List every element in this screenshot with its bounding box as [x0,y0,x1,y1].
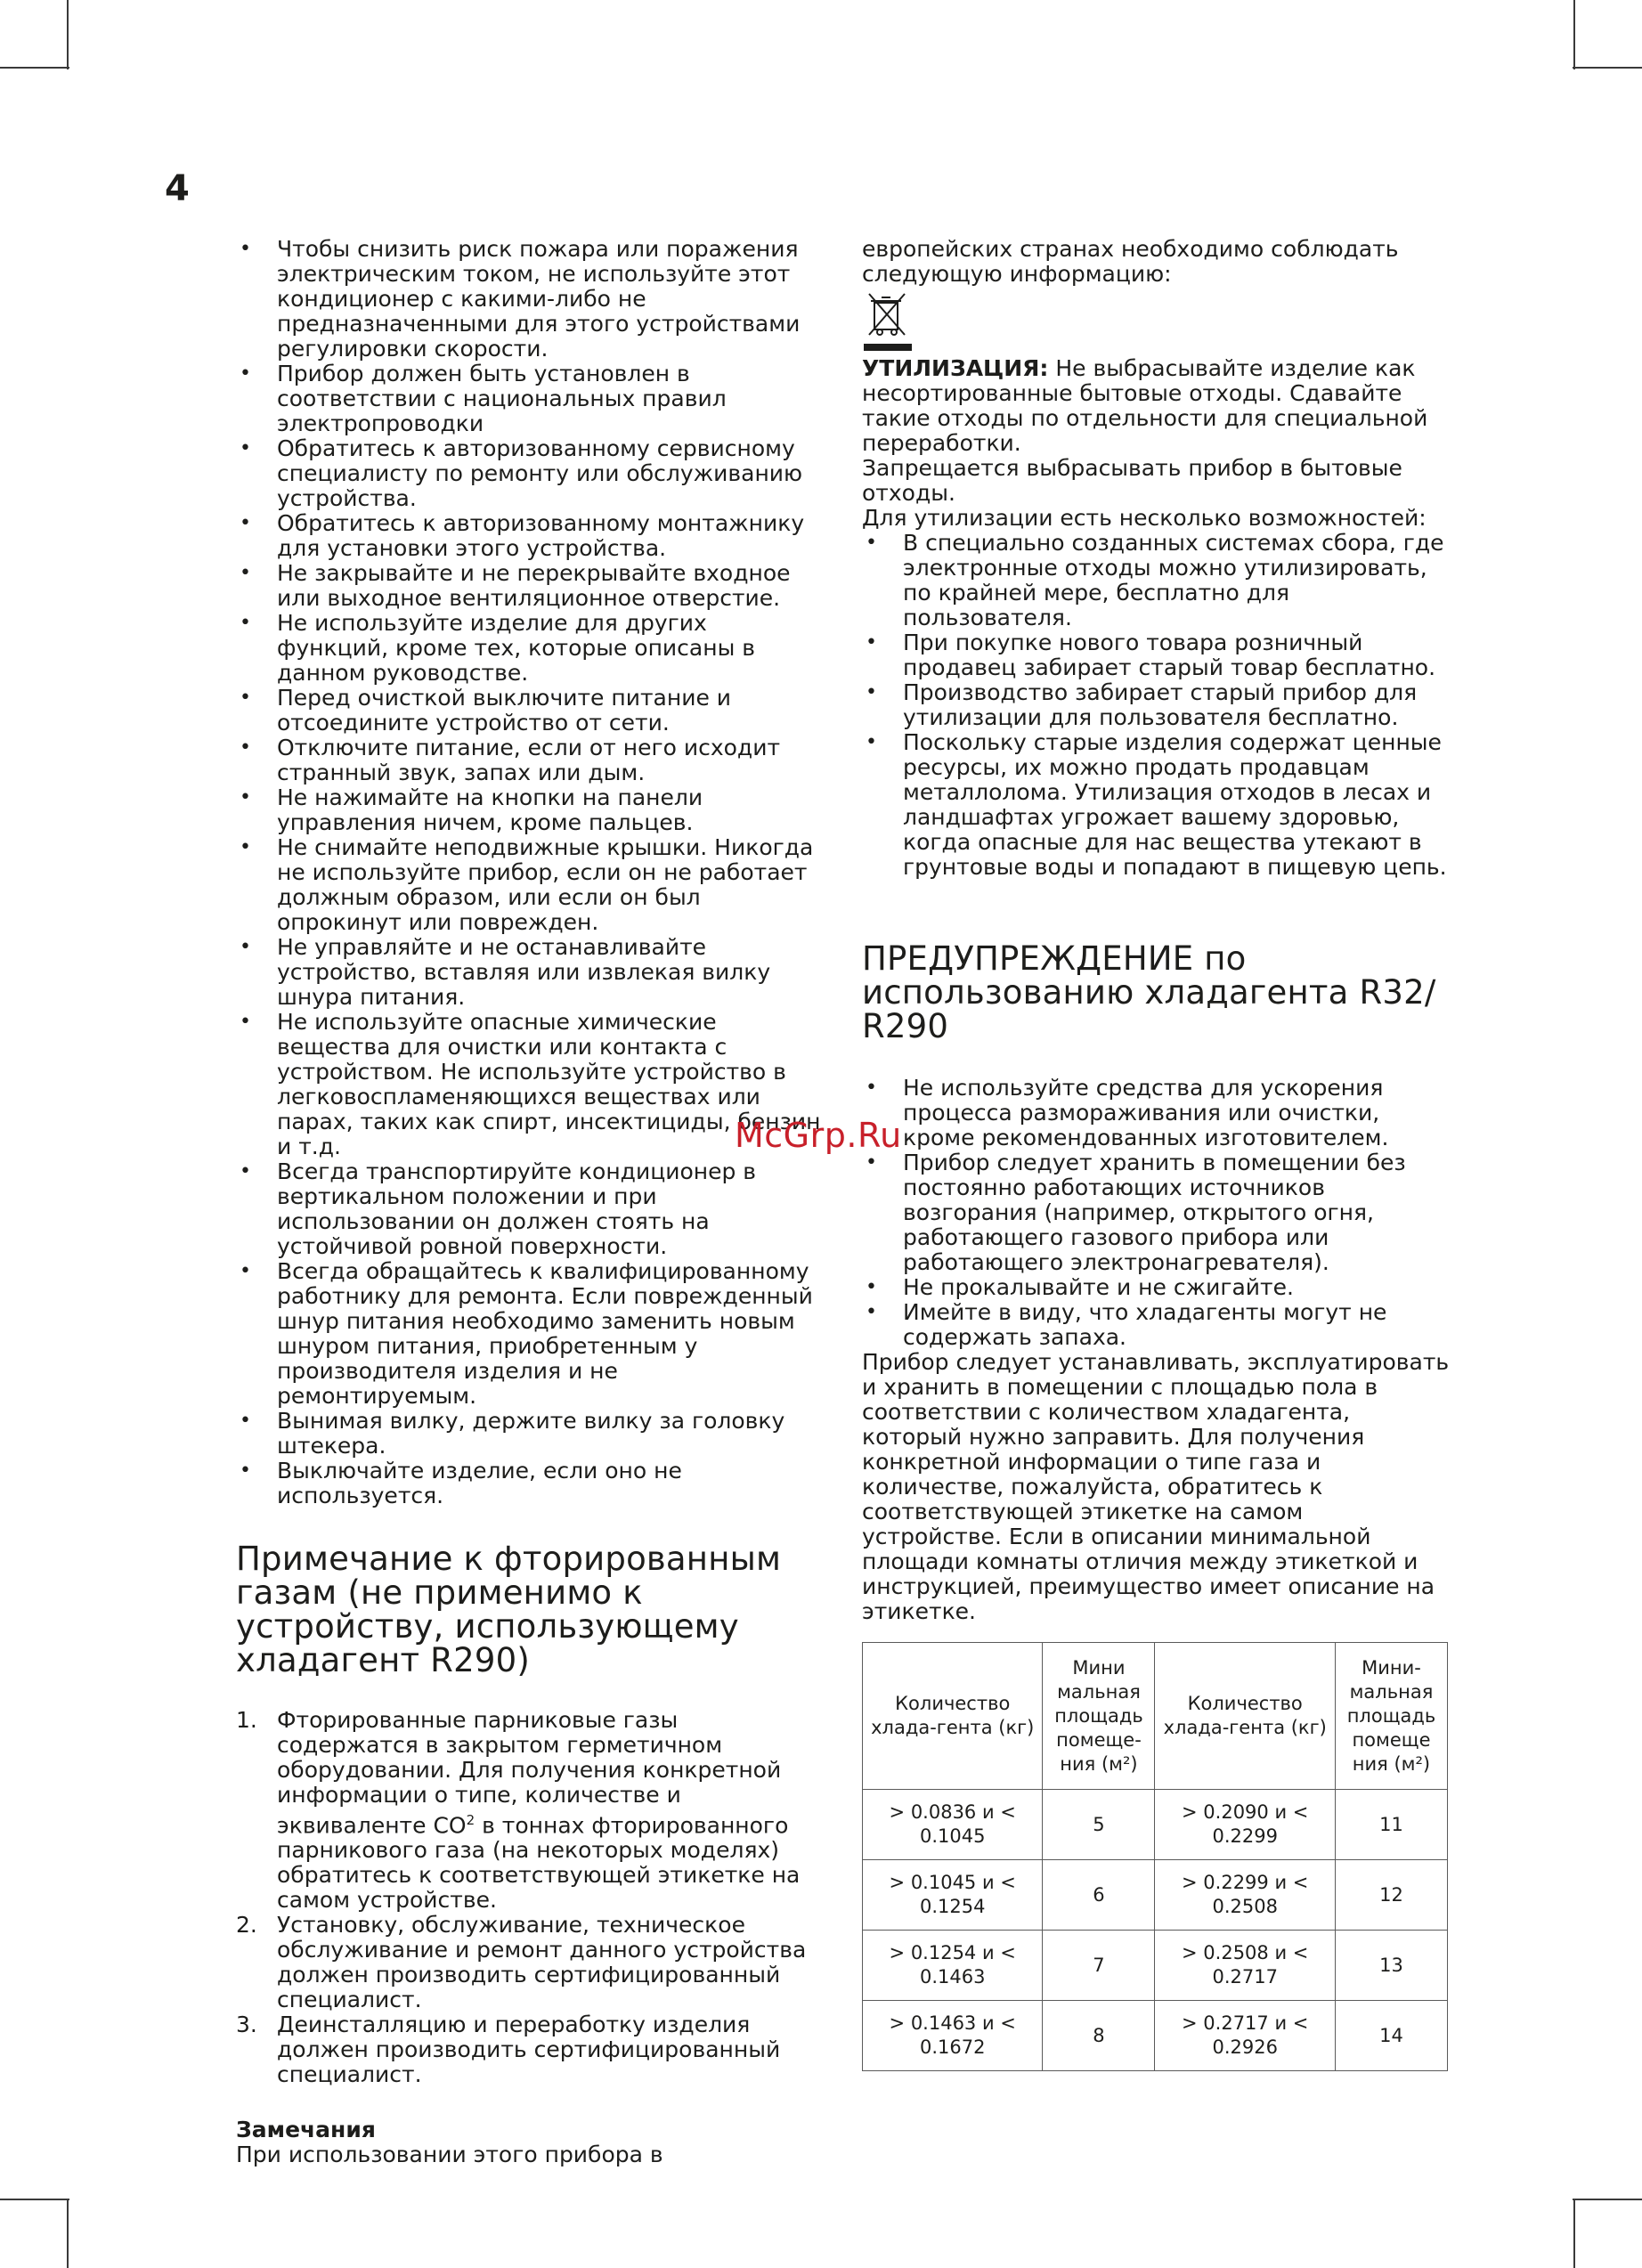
table-cell: > 0.2717 и < 0.2926 [1155,2001,1335,2071]
superscript: 2 [466,1812,476,1828]
numbered-item [236,2012,824,2087]
table-cell: > 0.0836 и < 0.1045 [863,1790,1043,1860]
list-item: • Вынимая вилку, держите вилку за головку штекера. [236,1409,824,1459]
table-cell: > 0.2299 и < 0.2508 [1155,1860,1335,1931]
list-item: • Чтобы снизить риск пожара или поражения электрическим током, не используйте этот кондиционер с какими-либо не предназначенными для этого устройствами регулировки скорости. [236,237,824,362]
watermark: McGrp.Ru [735,1116,902,1155]
table-cell: 6 [1043,1860,1155,1931]
notes-text: При использовании этого прибора в [236,2142,663,2168]
crop-mark-bottom-right [1573,2199,1575,2268]
table-body [863,1790,1448,2071]
notes-title: Замечания [236,2117,376,2143]
item-number: 3. [236,2012,257,2038]
list-item: • Не используйте опасные химические вещества для очистки или контакта с устройством. Не используйте устройство в легковоспламеняющихся веществах или парах, таких как спирт, инсектициды, бензин и т.д. [236,1010,824,1159]
crop-mark-right-top [1573,67,1642,69]
safety-bullet-list [236,237,824,1508]
disposal-paragraph [862,356,1450,456]
table-cell: > 0.1463 и < 0.1672 [863,2001,1043,2071]
numbered-item [236,1708,824,1913]
table-cell: > 0.1045 и < 0.1254 [863,1860,1043,1931]
list-item: • Обратитесь к авторизованному сервисному специалисту по ремонту или обслуживанию устройства. [236,436,824,511]
list-item: • В специально созданных системах сбора, где электронные отходы можно утилизировать, по крайней мере, бесплатно для пользователя. [862,531,1450,630]
fluorinated-gas-list [236,1708,824,2087]
item-text: Установку, обслуживание, техническое обслуживание и ремонт данного устройства должен производить сертифицированный специалист. [277,1912,807,2013]
list-item: • Не снимайте неподвижные крышки. Никогда не используйте прибор, если он не работает должным образом, или если он был опрокинут или поврежден. [236,835,824,935]
item-text: Фторированные парниковые газы содержатся в закрытом герметичном оборудовании. Для получения конкретной информации о типе, количестве и эквиваленте CO [277,1707,782,1839]
list-item: • Всегда обращайтесь к квалифицированному работнику для ремонта. Если поврежденный шнур питания необходимо заменить новым шнуром питания, приобретенным у производителя изделия и не ремонтируемым. [236,1259,824,1409]
disposal-bullet-list [862,531,1450,880]
disposal-text: Не выбрасывайте изделие как несортированные бытовые отходы. Сдавайте такие отходы по отдельности для специальной переработки. [862,355,1428,456]
table-cell: > 0.1254 и < 0.1463 [863,1931,1043,2001]
table-header-cell: Мини мальная площадь помеще-ния (м²) [1043,1643,1155,1790]
crop-mark-right-bottom [1573,2199,1642,2200]
refrigerant-area-table [862,1642,1448,2071]
list-item: • Производство забирает старый прибор для утилизации для пользователя бесплатно. [862,680,1450,730]
crop-mark-bottom-left [67,2199,69,2268]
list-item: • Не управляйте и не останавливайте устройство, вставляя или извлекая вилку шнура питания. [236,935,824,1010]
intro-text: европейских странах необходимо соблюдать следующую информацию: [862,236,1399,287]
right-column [862,237,1450,2071]
list-item: • Прибор должен быть установлен в соответствии с национальных правил электропроводки [236,362,824,436]
list-item: • Не прокалывайте и не сжигайте. [862,1275,1450,1300]
table-cell: 8 [1043,2001,1155,2071]
list-item: • Перед очисткой выключите питание и отсоедините устройство от сети. [236,686,824,736]
list-item: • При покупке нового товара розничный продавец забирает старый товар бесплатно. [862,630,1450,680]
table-cell: 11 [1335,1790,1447,1860]
list-item: • Выключайте изделие, если оно не используется. [236,1459,824,1508]
table-cell: 12 [1335,1860,1447,1931]
list-item: • Не нажимайте на кнопки на панели управления ничем, кроме пальцев. [236,785,824,835]
table-cell: 13 [1335,1931,1447,2001]
item-text-continued: в тоннах фторированного парникового газа (на некоторых моделях) обратитесь к соответствующей этикетке на самом устройстве. [277,1812,801,1914]
warning-bullet-list [862,1076,1450,1350]
crossed-bin-icon [862,290,915,353]
crop-mark-left-bottom [0,2199,69,2200]
list-item: • Поскольку старые изделия содержат ценные ресурсы, их можно продать продавцам металлолома. Утилизация отходов в лесах и ландшафтах угрожает вашему здоровью, когда опасные для нас вещества утекают в грунтовые воды и попадают в пищевую цепь. [862,730,1450,880]
install-text: Прибор следует устанавливать, эксплуатировать и хранить в помещении с площадью пола в соответствии с количеством хладагента, который нужно заправить. Для получения конкретной информации о типе газа и количестве, пожалуйста, обратитесь к соответствующей этикетке на самом устройстве. Если в описании минимальной площади комнаты отличия между этикеткой и инструкцией, преимущество имеет описание на этикетке. [862,1349,1450,1624]
item-number: 1. [236,1707,257,1733]
list-item: • Имейте в виду, что хладагенты могут не содержать запаха. [862,1300,1450,1350]
table-row [863,1860,1448,1931]
disposal-label: УТИЛИЗАЦИЯ: [862,355,1049,381]
list-item: • Всегда транспортируйте кондиционер в вертикальном положении и при использовании он должен стоять на устойчивой ровной поверхности. [236,1159,824,1259]
table-row [863,1790,1448,1860]
forbidden-text: Запрещается выбрасывать прибор в бытовые отходы. [862,455,1402,506]
list-item: • Не используйте средства для ускорения процесса размораживания или очистки, кроме рекомендованных изготовителем. [862,1076,1450,1150]
list-item: • Прибор следует хранить в помещении без постоянно работающих источников возгорания (например, открытого огня, работающего газового прибора или работающего электронагревателя). [862,1150,1450,1275]
table-header-cell: Количество хлада-гента (кг) [863,1643,1043,1790]
table-header-cell: Мини-мальная площадь помеще ния (м²) [1335,1643,1447,1790]
table-cell: 14 [1335,2001,1447,2071]
table-header-row [863,1643,1448,1790]
refrigerant-warning-heading: ПРЕДУПРЕЖДЕНИЕ по использованию хладагента R32/ R290 [862,939,1436,1045]
list-item: • Отключите питание, если от него исходит странный звук, запах или дым. [236,736,824,785]
item-text: Деинсталляцию и переработку изделия должен производить сертифицированный специалист. [277,2012,781,2088]
page-number: 4 [165,168,190,209]
table-row [863,2001,1448,2071]
crop-mark-left-top [0,67,69,69]
table-cell: > 0.2508 и < 0.2717 [1155,1931,1335,2001]
table-header-cell: Количество хлада-гента (кг) [1155,1643,1335,1790]
table-row [863,1931,1448,2001]
numbered-item [236,1913,824,2012]
table-cell: > 0.2090 и < 0.2299 [1155,1790,1335,1860]
list-item: • Не закрывайте и не перекрывайте входное или выходное вентиляционное отверстие. [236,561,824,611]
fluorinated-gas-heading: Примечание к фторированным газам (не применимо к устройству, использующему хладагент R290) [236,1540,782,1679]
table-cell: 5 [1043,1790,1155,1860]
crop-mark-top-right [1573,0,1575,69]
left-column [236,237,824,2167]
crop-mark-top-left [67,0,69,69]
list-item: • Обратитесь к авторизованному монтажнику для установки этого устройства. [236,511,824,561]
list-item: • Не используйте изделие для других функций, кроме тех, которые описаны в данном руководстве. [236,611,824,686]
item-number: 2. [236,1912,257,1939]
options-intro: Для утилизации есть несколько возможностей: [862,505,1427,531]
table-cell: 7 [1043,1931,1155,2001]
